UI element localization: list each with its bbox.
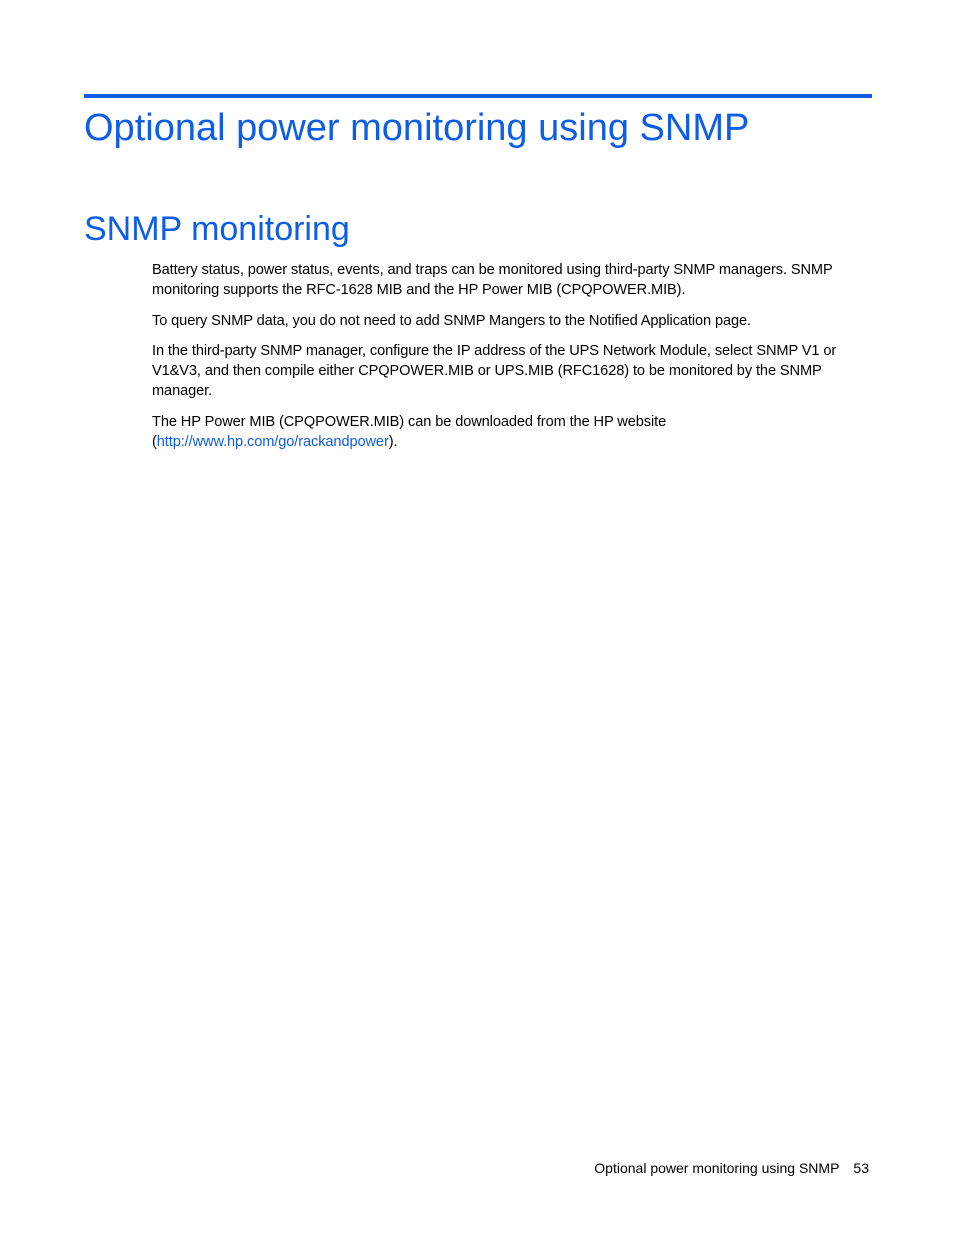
paragraph-line: monitoring supports the RFC-1628 MIB and the HP Power MIB (CPQPOWER.MIB). [152,282,686,299]
page-footer [594,1158,869,1178]
paren-close: ). [388,434,398,451]
paren-open: ( [152,434,157,451]
footer-label: Optional power monitoring using SNMP [594,1160,840,1176]
paragraph-download [152,412,874,453]
chapter-title: Optional power monitoring using SNMP [84,107,750,149]
paragraph-line: To query SNMP data, you do not need to add SNMP Mangers to the Notified Application page. [152,312,752,329]
section-title: SNMP monitoring [84,210,350,248]
paragraph-query-note [152,311,874,331]
body-text [152,260,874,462]
paragraph-line: In the third-party SNMP manager, configure the IP address of the UPS Network Module, select SNMP V1 or [152,342,837,359]
chapter-rule [84,94,872,98]
paragraph-line: manager. [152,383,213,400]
paragraph-snmp-overview [152,260,874,301]
page-number: 53 [853,1160,869,1176]
paragraph-line: V1&V3, and then compile either CPQPOWER.MIB or UPS.MIB (RFC1628) to be monitored by the SNMP [152,363,822,380]
paragraph-line: Battery status, power status, events, and traps can be monitored using third-party SNMP managers. SNMP [152,262,833,278]
paragraph-manager-config [152,341,874,402]
hp-website-link[interactable]: http://www.hp.com/go/rackandpower [156,434,389,451]
paragraph-line: The HP Power MIB (CPQPOWER.MIB) can be downloaded from the HP website [152,413,667,430]
